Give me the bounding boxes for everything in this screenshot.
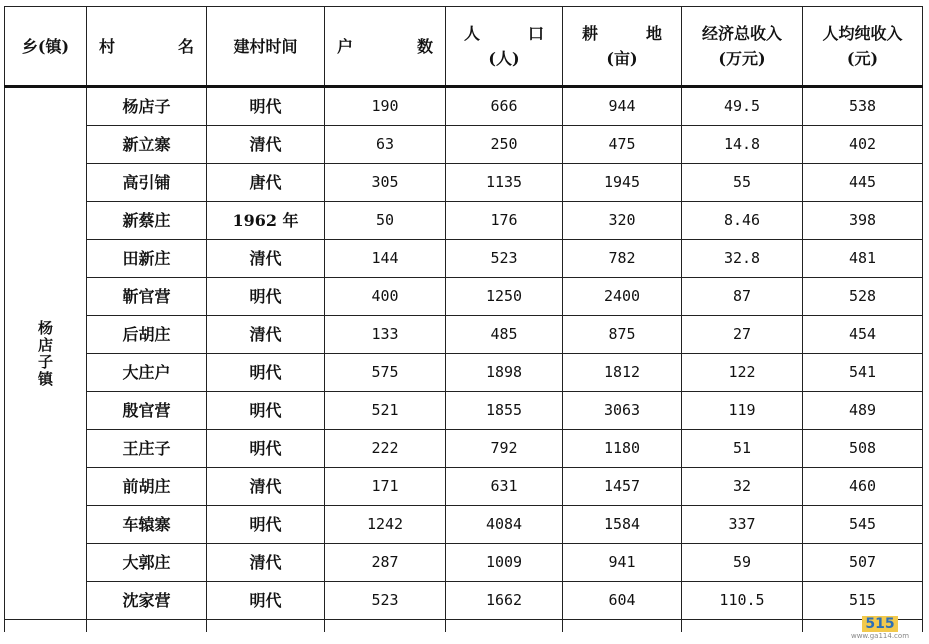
continuation-cell bbox=[207, 620, 325, 633]
cell-farmland: 944 bbox=[563, 87, 682, 126]
table-row bbox=[5, 87, 923, 126]
cell-population: 1250 bbox=[446, 278, 563, 316]
continuation-cell bbox=[446, 620, 563, 633]
table-row bbox=[5, 278, 923, 316]
cell-farmland: 1945 bbox=[563, 164, 682, 202]
cell-population: 1855 bbox=[446, 392, 563, 430]
cell-founded: 明代 bbox=[207, 582, 325, 620]
cell-income-total: 337 bbox=[682, 506, 803, 544]
table-row bbox=[5, 582, 923, 620]
cell-income-per: 402 bbox=[803, 126, 923, 164]
header-per-capita-income: 人均纯收入 (元) bbox=[803, 7, 923, 87]
cell-farmland: 782 bbox=[563, 240, 682, 278]
continuation-cell bbox=[5, 620, 87, 633]
header-row bbox=[5, 7, 923, 87]
cell-name: 殷官营 bbox=[87, 392, 207, 430]
cell-population: 176 bbox=[446, 202, 563, 240]
cell-founded: 明代 bbox=[207, 354, 325, 392]
cell-households: 171 bbox=[325, 468, 446, 506]
cell-founded: 清代 bbox=[207, 126, 325, 164]
cell-population: 666 bbox=[446, 87, 563, 126]
cell-income-total: 122 bbox=[682, 354, 803, 392]
cell-founded: 1962 年 bbox=[207, 202, 325, 240]
cell-households: 521 bbox=[325, 392, 446, 430]
cell-households: 523 bbox=[325, 582, 446, 620]
continuation-cell bbox=[87, 620, 207, 633]
cell-households: 287 bbox=[325, 544, 446, 582]
cell-founded: 清代 bbox=[207, 468, 325, 506]
continuation-cell bbox=[682, 620, 803, 633]
table-row bbox=[5, 316, 923, 354]
cell-households: 190 bbox=[325, 87, 446, 126]
cell-households: 144 bbox=[325, 240, 446, 278]
cell-founded: 明代 bbox=[207, 506, 325, 544]
cell-population: 485 bbox=[446, 316, 563, 354]
cell-income-per: 481 bbox=[803, 240, 923, 278]
cell-income-per: 507 bbox=[803, 544, 923, 582]
cell-farmland: 475 bbox=[563, 126, 682, 164]
cell-income-total: 119 bbox=[682, 392, 803, 430]
cell-income-total: 32.8 bbox=[682, 240, 803, 278]
cell-households: 50 bbox=[325, 202, 446, 240]
cell-name: 大庄户 bbox=[87, 354, 207, 392]
cell-name: 高引铺 bbox=[87, 164, 207, 202]
cell-income-total: 110.5 bbox=[682, 582, 803, 620]
cell-population: 1135 bbox=[446, 164, 563, 202]
cell-households: 400 bbox=[325, 278, 446, 316]
town-name-char: 店 bbox=[37, 335, 53, 354]
table-row bbox=[5, 544, 923, 582]
site-watermark-logo: 515 www.ga114.com bbox=[850, 616, 910, 640]
cell-founded: 明代 bbox=[207, 430, 325, 468]
cell-households: 222 bbox=[325, 430, 446, 468]
continuation-row bbox=[5, 620, 923, 633]
cell-farmland: 604 bbox=[563, 582, 682, 620]
header-founded: 建村时间 bbox=[207, 7, 325, 87]
cell-name: 田新庄 bbox=[87, 240, 207, 278]
cell-founded: 清代 bbox=[207, 544, 325, 582]
table-row bbox=[5, 392, 923, 430]
cell-name: 靳官营 bbox=[87, 278, 207, 316]
cell-households: 575 bbox=[325, 354, 446, 392]
cell-farmland: 1812 bbox=[563, 354, 682, 392]
cell-founded: 明代 bbox=[207, 392, 325, 430]
cell-income-per: 528 bbox=[803, 278, 923, 316]
header-village-name: 村 名 bbox=[87, 7, 207, 87]
cell-households: 305 bbox=[325, 164, 446, 202]
table-row bbox=[5, 202, 923, 240]
cell-income-total: 55 bbox=[682, 164, 803, 202]
header-total-income: 经济总收入 (万元) bbox=[682, 7, 803, 87]
cell-income-per: 398 bbox=[803, 202, 923, 240]
cell-income-per: 515 bbox=[803, 582, 923, 620]
cell-name: 王庄子 bbox=[87, 430, 207, 468]
town-name-char: 镇 bbox=[37, 369, 53, 388]
header-farmland: 耕 地 (亩) bbox=[563, 7, 682, 87]
cell-name: 新蔡庄 bbox=[87, 202, 207, 240]
table-row bbox=[5, 468, 923, 506]
cell-farmland: 3063 bbox=[563, 392, 682, 430]
cell-name: 新立寨 bbox=[87, 126, 207, 164]
cell-income-per: 489 bbox=[803, 392, 923, 430]
header-town: 乡(镇) bbox=[5, 7, 87, 87]
cell-farmland: 1584 bbox=[563, 506, 682, 544]
cell-households: 133 bbox=[325, 316, 446, 354]
cell-income-per: 545 bbox=[803, 506, 923, 544]
cell-income-per: 460 bbox=[803, 468, 923, 506]
cell-farmland: 1180 bbox=[563, 430, 682, 468]
cell-income-per: 541 bbox=[803, 354, 923, 392]
cell-name: 大郭庄 bbox=[87, 544, 207, 582]
village-statistics-table bbox=[4, 6, 923, 632]
cell-population: 1662 bbox=[446, 582, 563, 620]
cell-population: 523 bbox=[446, 240, 563, 278]
continuation-cell bbox=[563, 620, 682, 633]
table-row bbox=[5, 430, 923, 468]
cell-population: 1898 bbox=[446, 354, 563, 392]
cell-founded: 明代 bbox=[207, 278, 325, 316]
town-name-cell bbox=[5, 87, 87, 620]
table-row bbox=[5, 354, 923, 392]
cell-name: 车辕寨 bbox=[87, 506, 207, 544]
cell-income-per: 538 bbox=[803, 87, 923, 126]
cell-name: 后胡庄 bbox=[87, 316, 207, 354]
cell-population: 1009 bbox=[446, 544, 563, 582]
cell-founded: 明代 bbox=[207, 87, 325, 126]
town-name-char: 子 bbox=[37, 352, 53, 371]
cell-households: 1242 bbox=[325, 506, 446, 544]
cell-name: 沈家营 bbox=[87, 582, 207, 620]
cell-founded: 清代 bbox=[207, 240, 325, 278]
continuation-cell bbox=[325, 620, 446, 633]
cell-income-per: 454 bbox=[803, 316, 923, 354]
cell-income-total: 14.8 bbox=[682, 126, 803, 164]
cell-farmland: 320 bbox=[563, 202, 682, 240]
cell-income-total: 32 bbox=[682, 468, 803, 506]
cell-population: 631 bbox=[446, 468, 563, 506]
table-row bbox=[5, 506, 923, 544]
cell-income-per: 508 bbox=[803, 430, 923, 468]
cell-income-total: 27 bbox=[682, 316, 803, 354]
cell-income-total: 51 bbox=[682, 430, 803, 468]
cell-name: 杨店子 bbox=[87, 87, 207, 126]
cell-farmland: 875 bbox=[563, 316, 682, 354]
cell-households: 63 bbox=[325, 126, 446, 164]
table-row bbox=[5, 240, 923, 278]
cell-founded: 清代 bbox=[207, 316, 325, 354]
table-row bbox=[5, 126, 923, 164]
cell-population: 250 bbox=[446, 126, 563, 164]
cell-population: 792 bbox=[446, 430, 563, 468]
cell-farmland: 1457 bbox=[563, 468, 682, 506]
cell-name: 前胡庄 bbox=[87, 468, 207, 506]
cell-income-total: 59 bbox=[682, 544, 803, 582]
cell-income-total: 87 bbox=[682, 278, 803, 316]
header-households: 户 数 bbox=[325, 7, 446, 87]
cell-farmland: 2400 bbox=[563, 278, 682, 316]
table-row bbox=[5, 164, 923, 202]
header-population: 人 口 (人) bbox=[446, 7, 563, 87]
cell-population: 4084 bbox=[446, 506, 563, 544]
cell-income-total: 49.5 bbox=[682, 87, 803, 126]
cell-income-per: 445 bbox=[803, 164, 923, 202]
town-name-char: 杨 bbox=[37, 318, 53, 337]
cell-income-total: 8.46 bbox=[682, 202, 803, 240]
cell-farmland: 941 bbox=[563, 544, 682, 582]
cell-founded: 唐代 bbox=[207, 164, 325, 202]
